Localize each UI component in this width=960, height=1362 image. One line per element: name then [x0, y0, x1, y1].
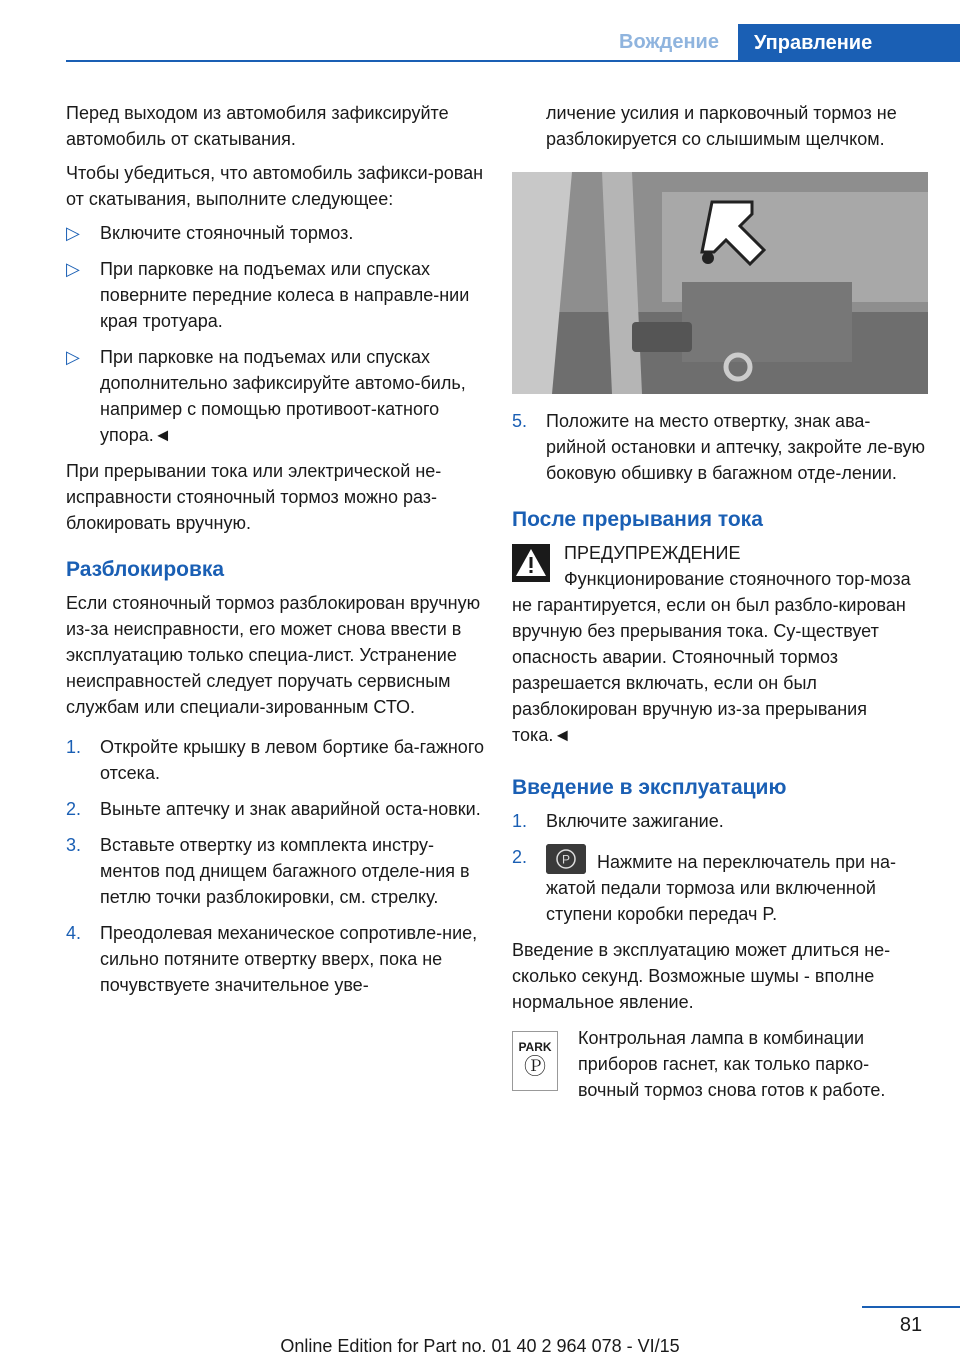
trunk-illustration: [512, 172, 928, 394]
paragraph-exit: Перед выходом из автомобиля зафиксируйте автомобиль от скатывания.: [66, 103, 449, 149]
list-item: ▷ Включите стояночный тормоз.: [66, 220, 486, 246]
heading-commissioning: Введение в эксплуатацию: [512, 776, 787, 799]
paragraph-continued: личение усилия и парковочный тормоз не разблокируется со слышимым щелчком.: [546, 103, 897, 149]
park-lamp-text: Контрольная лампа в комбинации приборов гаснет, как только парко-вочный тормоз снова готов к работе.: [578, 1028, 886, 1100]
warning-block: [512, 540, 930, 748]
heading-after-power-loss: После прерывания тока: [512, 508, 763, 531]
warning-icon: [512, 544, 550, 582]
park-lamp-icon: PARK Ⓟ: [512, 1031, 558, 1091]
bullet-list: [66, 220, 486, 448]
list-item: 1. Откройте крышку в левом бортике ба-гажного отсека.: [66, 737, 484, 783]
paragraph-check: Чтобы убедиться, что автомобиль зафикси-рован от скатывания, выполните следующее:: [66, 163, 484, 209]
edition-line: Online Edition for Part no. 01 40 2 964 078 - VI/15: [280, 1336, 680, 1356]
list-item: 2. Выньте аптечку и знак аварийной оста-новки.: [66, 799, 481, 819]
right-column: [512, 100, 930, 1103]
list-item: ▷ При парковке на подъемах или спусках дополнительно зафиксируйте автомо-биль, например с помощью противоот-катного упора.◄: [66, 344, 486, 448]
list-item: 5. Положите на место отвертку, знак ава-рийной остановки и аптечку, закройте ле-вую боковую обшивку в багажном отде-лении.: [512, 411, 926, 483]
paragraph-duration: Введение в эксплуатацию может длиться не-сколько секунд. Возможные шумы - вполне нормальное явление.: [512, 940, 891, 1012]
list-item: 2. P Нажмите на переключатель при на-жатой педали тормоза или включенной ступени коробки передач P.: [512, 844, 930, 927]
list-item: 1. Включите зажигание.: [512, 811, 724, 831]
warning-text: Функционирование стояночного тор-моза не гарантируется, если он был разбло-кирован вручную без прерывания тока. Су-ществует опасность аварии. Стояночный тормоз разрешается включать, если он был разблокирован вручную из-за прерывания тока.◄: [512, 569, 911, 745]
paragraph-unlock: Если стояночный тормоз разблокирован вручную из-за неисправности, его может снова ввести в эксплуатацию только специа-лист. Устранение неисправностей следует поручать сервисным службам или специали-зированным СТО.: [66, 593, 481, 717]
list-item: ▷ При парковке на подъемах или спусках поверните передние колеса в направле-нии края тротуара.: [66, 256, 486, 334]
park-indicator-block: [512, 1025, 930, 1103]
steps-list: [66, 734, 486, 998]
tab-driving[interactable]: Вождение: [619, 31, 719, 53]
footer-rule: [862, 1306, 960, 1308]
tab-control[interactable]: Управление: [738, 24, 960, 62]
triangle-bullet-icon: ▷: [66, 259, 80, 279]
left-column: [66, 100, 486, 1008]
page-number: 81: [899, 1314, 923, 1336]
heading-unlock: Разблокировка: [66, 558, 225, 581]
paragraph-power-failure: При прерывании тока или электрической не-исправности стояночный тормоз можно раз-блокировать вручную.: [66, 461, 442, 533]
svg-text:P: P: [561, 852, 571, 867]
list-item: 3. Вставьте отвертку из комплекта инстру-ментов под днищем багажного отделе-ния в петлю точки разблокировки, см. стрелку.: [66, 835, 470, 907]
header-rule: [66, 60, 960, 62]
triangle-bullet-icon: ▷: [66, 347, 80, 367]
trunk-photo: [512, 172, 928, 394]
triangle-bullet-icon: ▷: [66, 223, 80, 243]
list-item: 4. Преодолевая механическое сопротивле-ние, сильно потяните отвертку вверх, пока не почувствуете значительное уве-: [66, 923, 478, 995]
warning-title: ПРЕДУПРЕЖДЕНИЕ: [564, 543, 741, 563]
parking-brake-switch-icon: [546, 844, 586, 874]
